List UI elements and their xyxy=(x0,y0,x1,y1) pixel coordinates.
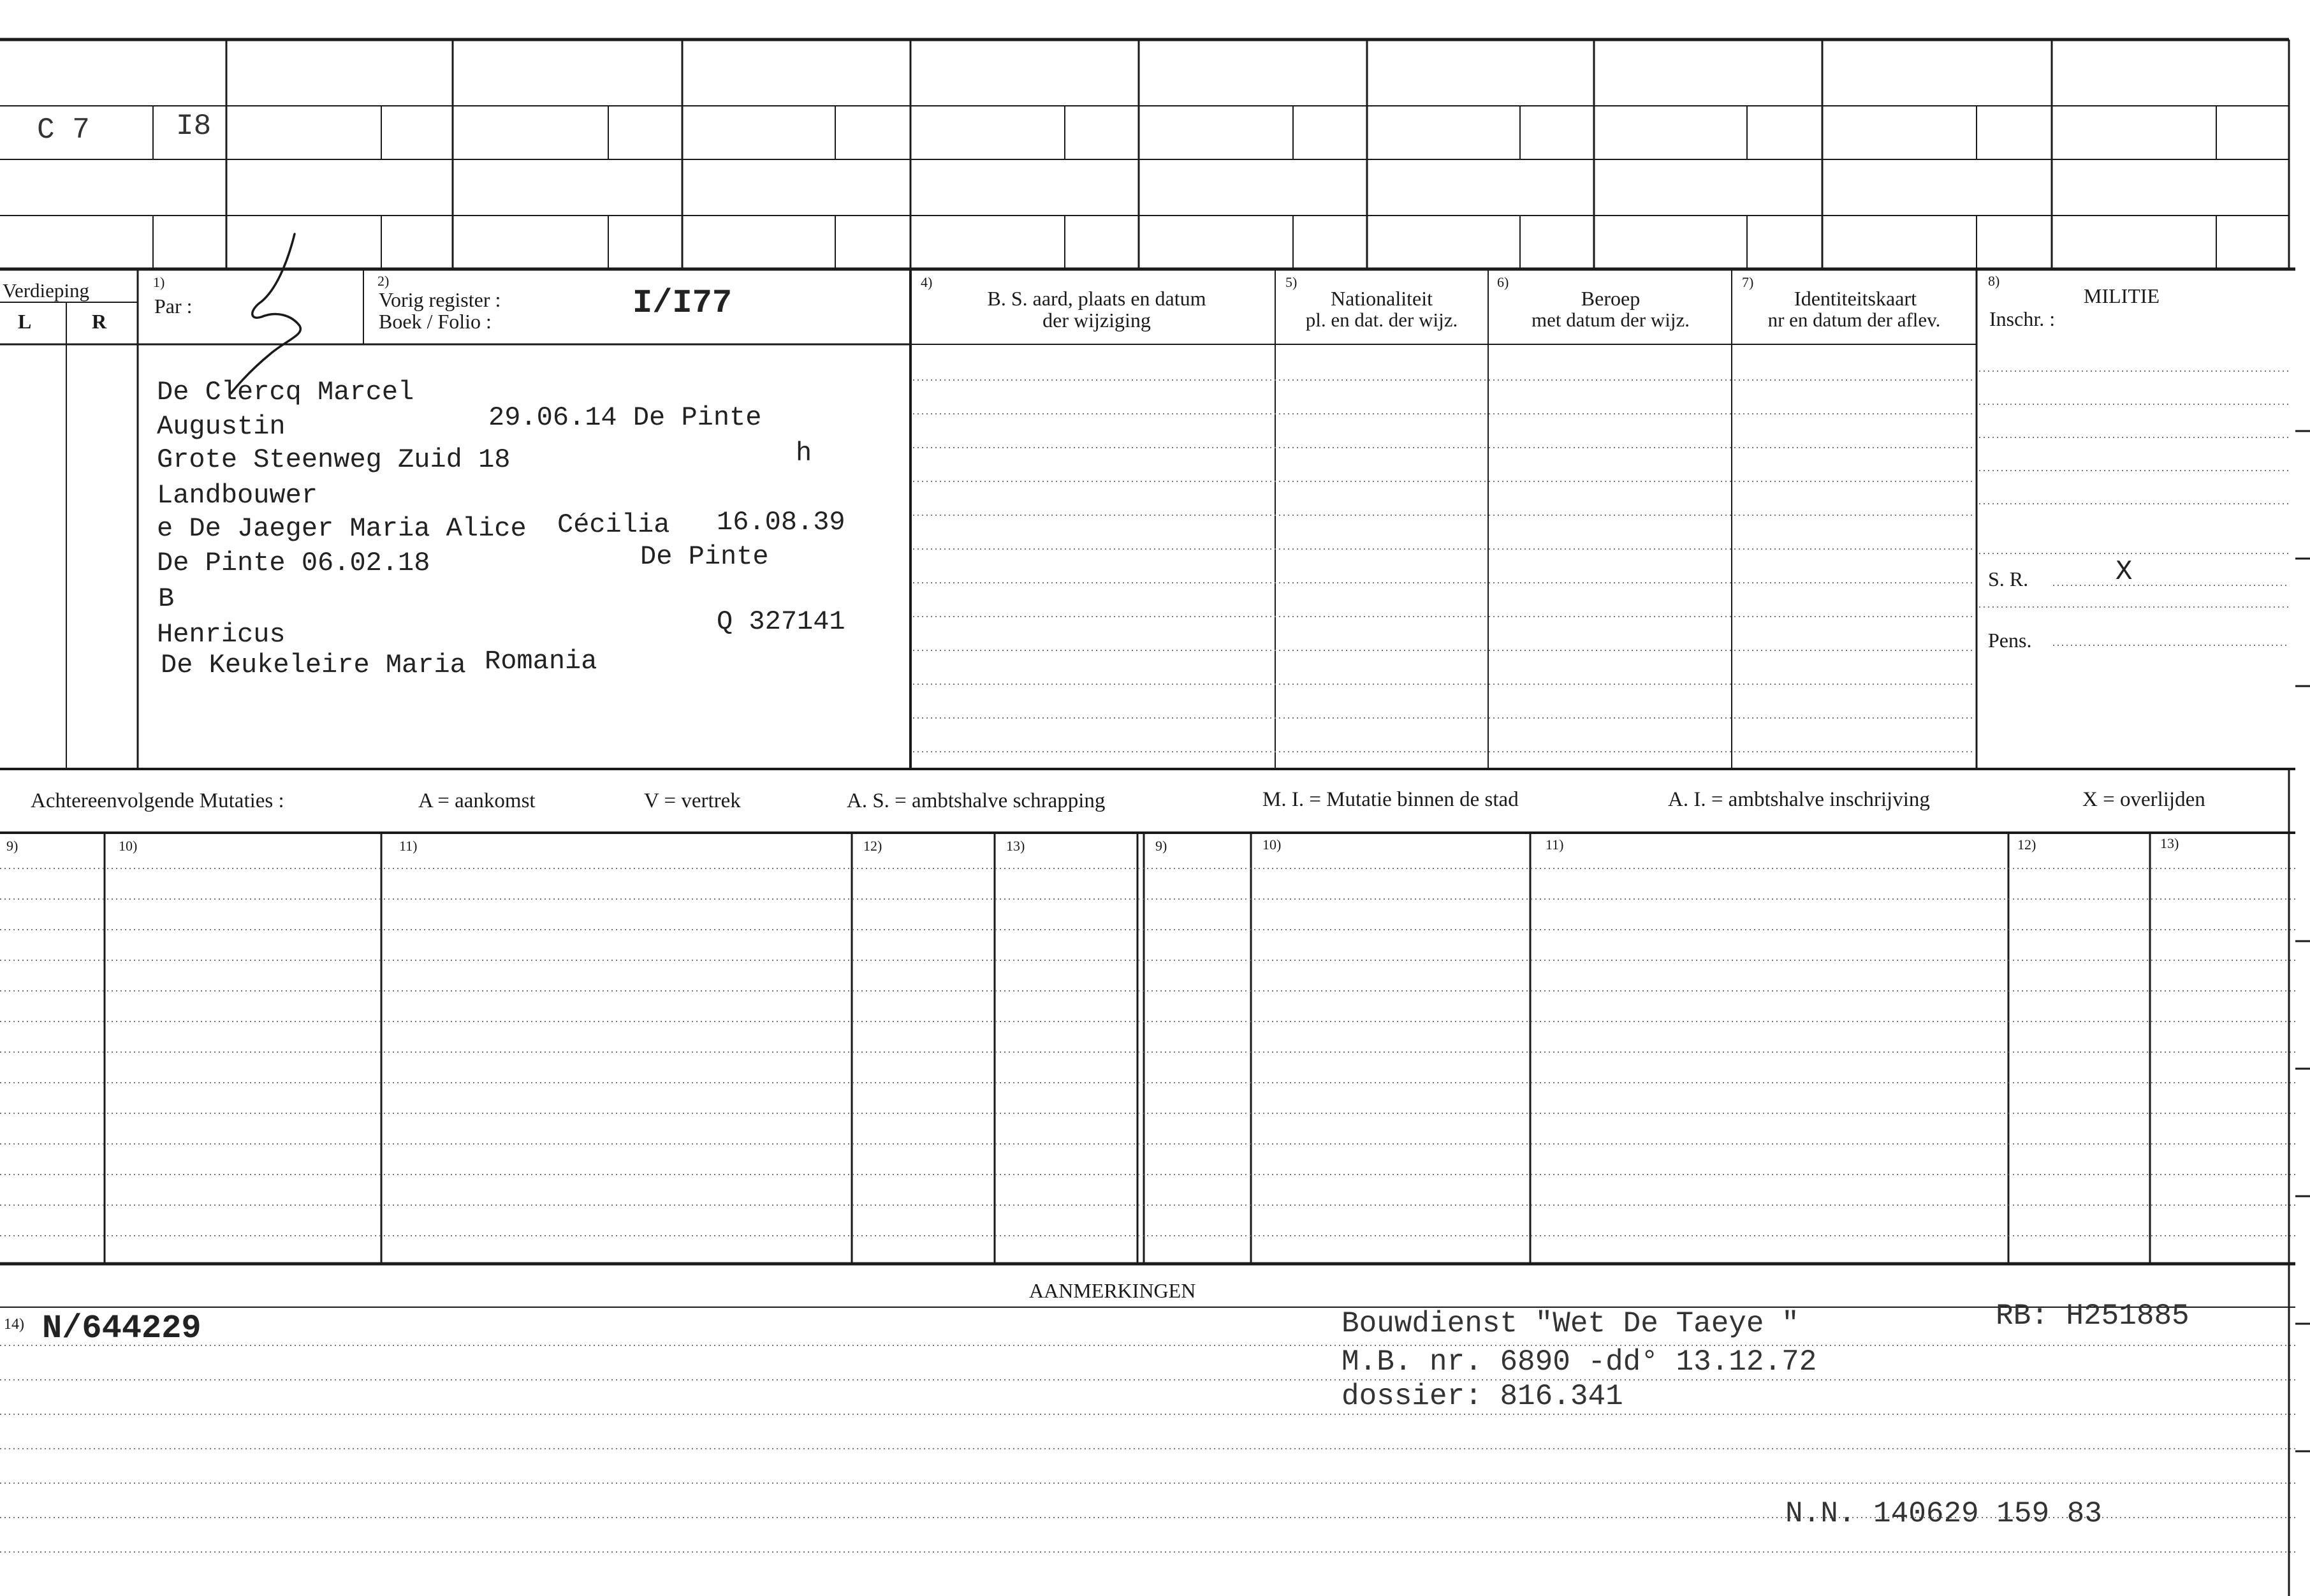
verdieping-label: Verdieping xyxy=(3,279,90,302)
col6-number: 6) xyxy=(1497,274,1509,290)
mutation-col-13: 13) xyxy=(1006,838,1025,854)
mutation-col-10b: 10) xyxy=(1262,837,1282,853)
remarks-rb: RB: H251885 xyxy=(1996,1299,2189,1333)
inschr-label: Inschr. : xyxy=(1989,307,2056,330)
legend-as: A. S. = ambtshalve schrapping xyxy=(847,789,1106,812)
col5-line1: Nationaliteit xyxy=(1331,287,1433,310)
mutation-col-9: 9) xyxy=(6,838,18,854)
mutation-col-12b: 12) xyxy=(2017,837,2036,853)
mutation-col-11: 11) xyxy=(399,838,418,854)
col4-line1: B. S. aard, plaats en datum xyxy=(987,287,1206,310)
sr-label: S. R. xyxy=(1988,567,2029,590)
legend-v: V = vertrek xyxy=(644,789,741,812)
person-line-9b: Romania xyxy=(485,646,597,677)
sr-value: X xyxy=(2116,556,2133,588)
person-line-8a: Henricus xyxy=(157,619,286,650)
col8-number: 8) xyxy=(1988,273,2000,289)
legend-x: X = overlijden xyxy=(2082,788,2205,811)
remarks-nn: N.N. 140629 159 83 xyxy=(1785,1497,2102,1530)
col2-number: 2) xyxy=(377,273,390,289)
mutation-col-11b: 11) xyxy=(1546,837,1564,853)
mutation-col-9b: 9) xyxy=(1155,838,1167,854)
mutation-col-13b: 13) xyxy=(2160,835,2179,851)
person-line-4: Landbouwer xyxy=(157,480,318,511)
mutation-col-12: 12) xyxy=(863,838,882,854)
person-line-7: B xyxy=(158,583,175,614)
legend-a: A = aankomst xyxy=(418,789,536,812)
remarks-line-3: dossier: 816.341 xyxy=(1341,1380,1623,1413)
col7-number: 7) xyxy=(1742,274,1754,290)
col5-number: 5) xyxy=(1285,274,1298,290)
remarks-number: 14) xyxy=(4,1316,24,1333)
legend-title: Achtereenvolgende Mutaties : xyxy=(31,789,284,812)
remarks-title: AANMERKINGEN xyxy=(1029,1279,1196,1302)
col2-line2: Boek / Folio : xyxy=(379,310,492,333)
col4-number: 4) xyxy=(921,274,933,290)
col1-number: 1) xyxy=(153,274,165,290)
c-number: I8 xyxy=(176,110,212,143)
verdieping-left: L xyxy=(18,310,32,333)
col2-line1: Vorig register : xyxy=(379,288,501,311)
col6-line2: met datum der wijz. xyxy=(1531,309,1690,331)
person-line-6b: De Pinte xyxy=(640,541,769,572)
col7-line2: nr en datum der aflev. xyxy=(1767,309,1941,331)
col1-label: Par : xyxy=(154,295,193,318)
remarks-line-1: Bouwdienst "Wet De Taeye " xyxy=(1341,1307,1799,1340)
col4-line2: der wijziging xyxy=(1042,309,1151,332)
person-line-5a: e De Jaeger Maria Alice xyxy=(157,513,527,544)
person-line-5b: Cécilia xyxy=(557,509,670,540)
col5-line2: pl. en dat. der wijz. xyxy=(1305,309,1458,331)
legend-ai: A. I. = ambtshalve inschrijving xyxy=(1668,788,1930,811)
person-line-5c: 16.08.39 xyxy=(717,507,845,538)
person-line-1: De Clercq Marcel xyxy=(157,377,414,407)
pens-label: Pens. xyxy=(1988,629,2032,652)
person-line-2a: Augustin xyxy=(157,411,286,442)
person-line-9a: De Keukeleire Maria xyxy=(161,650,466,680)
person-line-3: Grote Steenweg Zuid 18 xyxy=(157,444,511,475)
mutation-col-10: 10) xyxy=(119,838,138,854)
verdieping-right: R xyxy=(92,310,107,333)
person-line-2b: 29.06.14 De Pinte xyxy=(488,402,762,433)
c-code: C 7 xyxy=(37,113,90,147)
col7-line1: Identiteitskaart xyxy=(1794,287,1917,310)
person-line-6a: De Pinte 06.02.18 xyxy=(157,548,430,578)
person-line-3-mark: h xyxy=(796,438,812,469)
militie-title: MILITIE xyxy=(2084,284,2160,307)
vorig-register-value: I/I77 xyxy=(632,284,733,322)
remarks-code: N/644229 xyxy=(42,1310,201,1347)
person-line-8b: Q 327141 xyxy=(717,606,845,637)
remarks-line-2: M.B. nr. 6890 -dd° 13.12.72 xyxy=(1341,1345,1817,1379)
col6-line1: Beroep xyxy=(1581,287,1641,310)
legend-mi: M. I. = Mutatie binnen de stad xyxy=(1262,788,1519,811)
